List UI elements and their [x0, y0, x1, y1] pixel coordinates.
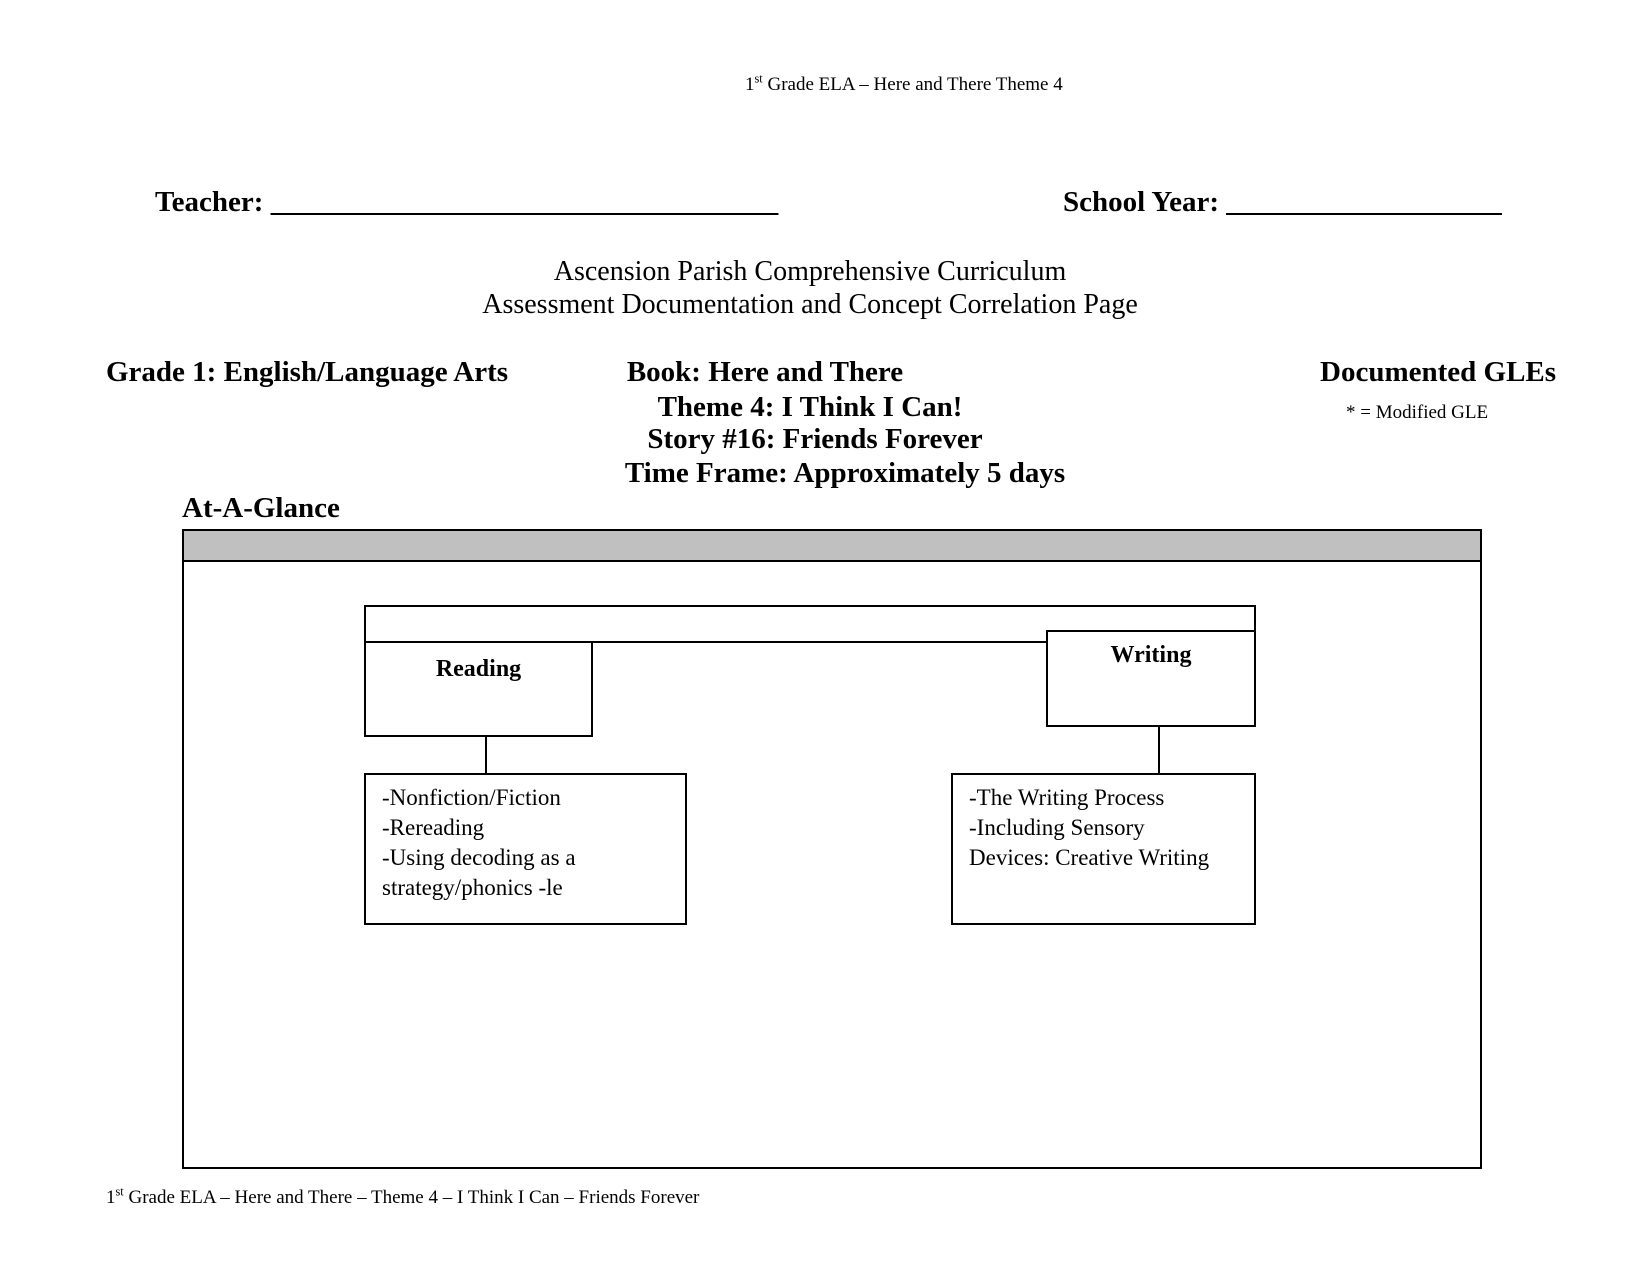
modified-gle-note: * = Modified GLE	[1346, 402, 1489, 423]
at-a-glance-header-bar	[184, 531, 1480, 562]
list-item: strategy/phonics -le	[382, 875, 563, 900]
list-item: -Using decoding as a	[382, 845, 576, 870]
story-title: Story #16: Friends Forever	[647, 423, 983, 455]
reading-label: Reading	[435, 656, 522, 682]
reading-box	[364, 641, 593, 737]
writing-connector	[1158, 727, 1160, 774]
writing-details-list	[969, 783, 1209, 873]
writing-details-box	[951, 773, 1256, 925]
page-header	[745, 71, 1063, 96]
writing-box	[1046, 630, 1256, 727]
reading-details-list	[382, 783, 576, 903]
theme-title: Theme 4: I Think I Can!	[657, 391, 963, 423]
time-frame: Time Frame: Approximately 5 days	[624, 457, 1066, 489]
list-item: -Including Sensory	[969, 815, 1145, 840]
at-a-glance-heading: At-A-Glance	[182, 492, 340, 524]
footer-text: Grade ELA – Here and There – Theme 4 – I Think I Can – Friends Forever	[123, 1187, 700, 1208]
book-title: Book: Here and There	[626, 356, 904, 388]
list-item: -The Writing Process	[969, 785, 1165, 810]
footer-grade-suffix: st	[115, 1184, 124, 1199]
header-text: Grade ELA – Here and There Theme 4	[762, 74, 1063, 95]
grade-subject: Grade 1: English/Language Arts	[106, 356, 509, 388]
teacher-field: Teacher: ___________________________________	[155, 186, 779, 218]
documented-gles-heading: Documented GLEs	[1320, 356, 1557, 388]
header-grade-suffix: st	[754, 71, 763, 86]
list-item: Devices: Creative Writing	[969, 845, 1210, 870]
reading-details-box	[364, 773, 687, 925]
footer-grade-number: 1	[106, 1187, 116, 1208]
writing-label: Writing	[1110, 642, 1192, 668]
list-item: -Rereading	[382, 815, 485, 840]
page-subtitle: Assessment Documentation and Concept Correlation Page	[482, 289, 1138, 320]
page-footer	[106, 1184, 700, 1209]
school-year-field: School Year: ___________________	[1063, 186, 1502, 218]
reading-connector	[485, 737, 487, 774]
list-item: -Nonfiction/Fiction	[382, 785, 561, 810]
curriculum-title: Ascension Parish Comprehensive Curriculum	[553, 256, 1067, 287]
header-grade-number: 1	[745, 74, 755, 95]
